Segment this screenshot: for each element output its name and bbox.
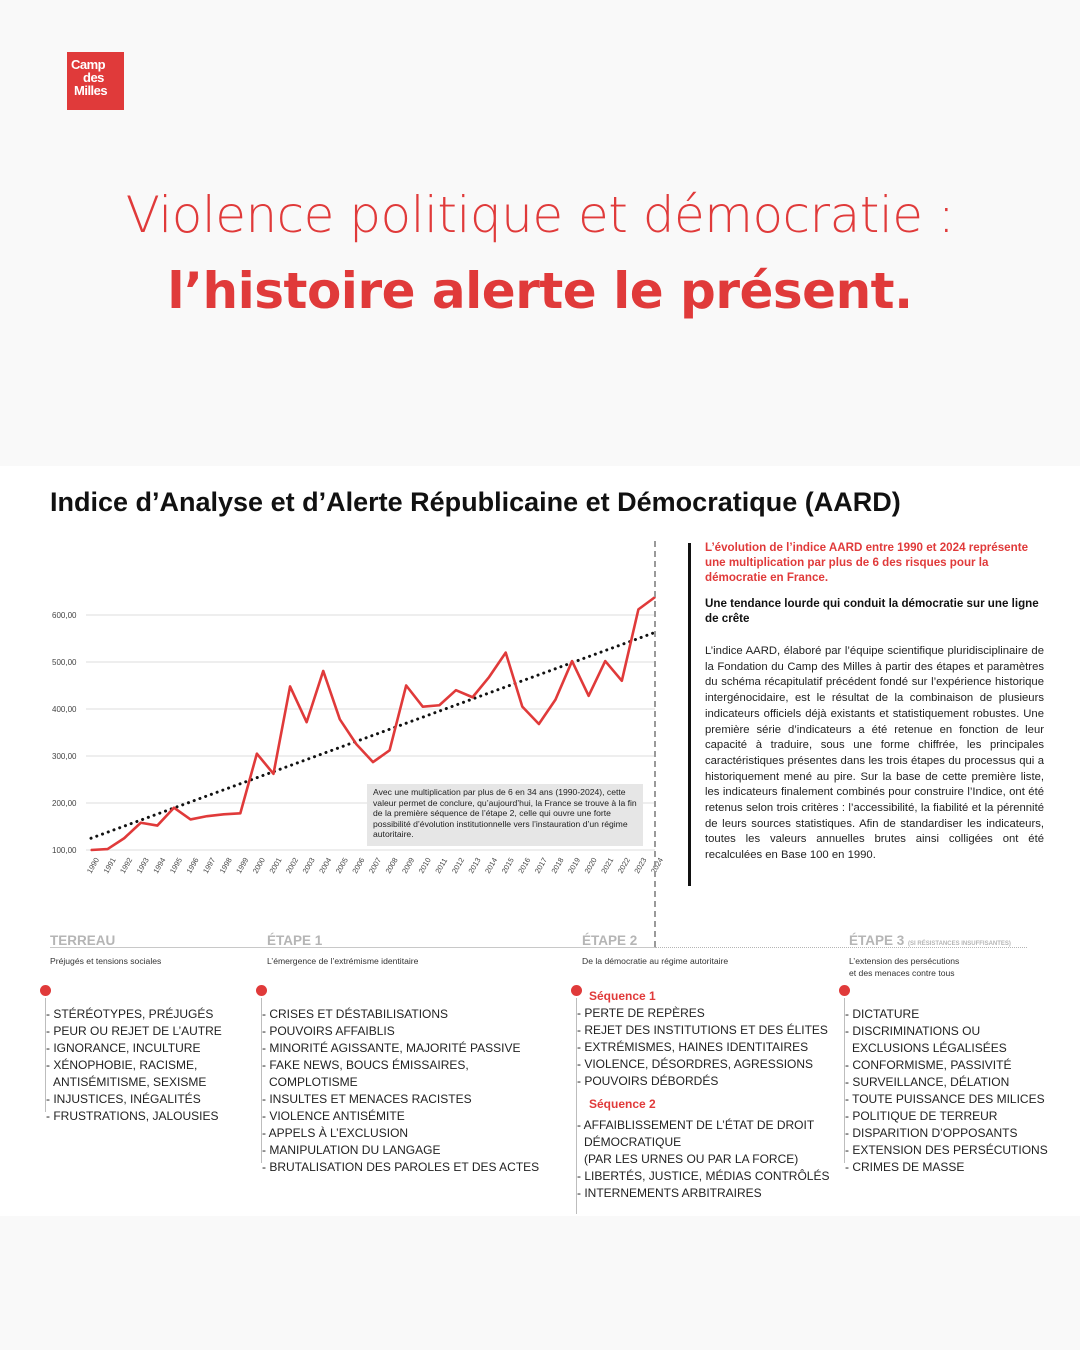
stage-etape-2 [582,933,728,967]
etape3-list [845,985,1048,1176]
y-tick-label: 600,00 [52,611,77,620]
x-tick-label: 2018 [549,856,566,875]
stage-etape-3-title-text: ÉTAPE 3 [849,933,905,948]
x-tick-label: 2000 [250,856,267,875]
list-item: - XÉNOPHOBIE, RACISME, [46,1058,198,1072]
x-tick-label: 1999 [234,856,251,875]
data-point [571,660,573,662]
data-point [157,825,159,827]
stage-terreau [50,933,161,967]
logo-line-2: des [83,70,104,85]
data-point [289,686,291,688]
y-tick-label: 200,00 [52,799,77,808]
x-tick-label: 2023 [632,856,649,875]
list-item: - MANIPULATION DU LANGAGE [262,1143,441,1157]
data-point [306,721,308,723]
sequence-1-items [577,1005,830,1090]
etape3-items [845,985,1048,1176]
x-tick-label: 2010 [416,856,433,875]
terreau-items [46,985,222,1125]
list-item: - CRISES ET DÉSTABILISATIONS [262,1007,449,1021]
data-point [538,723,540,725]
x-tick-label: 1992 [118,856,135,875]
x-tick-label: 2009 [400,856,417,875]
list-item: - PERTE DE REPÈRES [577,1006,705,1020]
x-tick-label: 2004 [317,856,334,875]
etape1-list [262,985,539,1176]
stage-etape-2-title: ÉTAPE 2 [582,933,638,948]
list-item: - LIBERTÉS, JUSTICE, MÉDIAS CONTRÔLÉS [577,1169,830,1183]
x-tick-label: 2005 [333,856,350,875]
data-point [488,676,490,678]
data-point [389,750,391,752]
x-tick-label: 2020 [582,856,599,875]
side-body: L’indice AARD, élaboré par l’équipe scientifique pluridisciplinaire de la Fondation du Camp des Milles à partir des étapes et paramètres du schéma récapitulatif précédent fondé sur l’expérience historique intergénocidaire, est le résultat de la combinaison de plusieurs indicateurs officiels déjà existants et statistiquement robustes. Une première série d’indicateurs a été retenue en fonction de leur capacité à traduire, sous une forme chiffrée, les principales caractéristiques présentes dans les trois étapes du processus qui a historiquement mené au pire. Sur la base de cette première liste, les indicateurs finalement combinés pour construire l’Indice, ont été retenus selon trois critères : l’accessibilité, la fiabilité et la pérennité de leurs sources statistiques. Afin de standardiser les indicateurs, toutes les valeurs annuelles brutes ainsi colligées ont été recalculées en Base 100 en 1990. [705,645,1044,862]
stage-etape-3-desc-2: et des menaces contre tous [849,968,955,978]
list-item: - APPELS À L’EXCLUSION [262,1126,409,1140]
logo-line-1: Camp [71,57,106,72]
timeline-dot [839,985,850,996]
stage-etape-3-desc-1: L’extension des persécutions [849,956,960,966]
data-point [273,773,275,775]
x-tick-label: 2019 [565,856,583,875]
data-point [90,849,92,851]
stage-etape-1-title: ÉTAPE 1 [267,933,323,948]
list-item: - MINORITÉ AGISSANTE, MAJORITÉ PASSIVE [262,1041,521,1055]
list-item: - FAKE NEWS, BOUCS ÉMISSAIRES, [262,1058,469,1072]
data-point [604,660,606,662]
x-tick-label: 1993 [134,856,151,875]
list-item: DÉMOCRATIQUE [584,1135,682,1149]
x-tick-label: 2024 [648,856,666,875]
y-tick-label: 100,00 [52,846,77,855]
data-point [356,743,358,745]
side-text [705,540,1044,864]
data-point [638,609,640,611]
sequence-2-block [577,1096,830,1113]
list-item: - DISCRIMINATIONS OU [845,1024,981,1038]
timeline-rule [261,998,262,1163]
terreau-list [46,985,222,1125]
stage-etape-2-desc: De la démocratie au régime autoritaire [582,956,729,966]
sequence-2-title: Séquence 2 [589,1097,656,1111]
timeline-dot [40,985,51,996]
data-point [256,753,258,755]
data-point [521,706,523,708]
data-point [239,813,241,815]
y-tick-label: 300,00 [52,752,77,761]
y-tick-label: 500,00 [52,658,77,667]
stage-etape-3 [849,933,1011,979]
x-tick-label: 2015 [499,856,516,875]
list-item: COMPLOTISME [269,1075,358,1089]
chart-title: Indice d’Analyse et d’Alerte Républicaine et Démocratique (AARD) [50,487,901,517]
x-tick-label: 2013 [466,856,483,875]
x-tick-label: 1995 [167,856,185,875]
x-tick-label: 1991 [101,856,118,875]
x-tick-label: 1996 [184,856,201,875]
stage-etape-3-note: (SI RÉSISTANCES INSUFFISANTES) [908,941,1011,947]
data-point [173,807,175,809]
x-tick-label: 1998 [217,856,234,875]
list-item: EXCLUSIONS LÉGALISÉES [852,1041,1007,1055]
camp-des-milles-logo [67,52,124,110]
stage-terreau-desc: Préjugés et tensions sociales [50,956,162,966]
x-tick-label: 2022 [615,856,632,875]
stage-etape-1 [267,933,418,967]
list-item: - VIOLENCE, DÉSORDRES, AGRESSIONS [577,1057,814,1071]
data-point [190,819,192,821]
data-point [455,689,457,691]
list-item: - VIOLENCE ANTISÉMITE [262,1109,405,1123]
list-item: - EXTRÉMISMES, HAINES IDENTITAIRES [577,1040,809,1054]
stage-etape-3-desc [849,955,1011,979]
x-tick-label: 2008 [383,856,400,875]
list-item: - DISPARITION D’OPPOSANTS [845,1126,1018,1140]
list-item: - IGNORANCE, INCULTURE [46,1041,201,1055]
sequence-1-title: Séquence 1 [589,989,656,1003]
data-point [405,685,407,687]
x-tick-label: 2021 [599,856,616,875]
timeline-rule [844,998,845,1163]
data-point [422,706,424,708]
x-tick-label: 2016 [516,856,533,875]
data-point [322,670,324,672]
list-item: - INSULTES ET MENACES RACISTES [262,1092,472,1106]
data-point [588,695,590,697]
x-tick-label: 2017 [532,856,549,875]
x-tick-label: 1997 [201,856,218,875]
x-tick-label: 2003 [300,856,317,875]
list-item: - SURVEILLANCE, DÉLATION [845,1075,1010,1089]
y-tick-label: 400,00 [52,705,77,714]
timeline-rule [576,998,577,1214]
data-point [505,652,507,654]
data-point [123,837,125,839]
x-tick-label: 2002 [283,856,301,875]
data-point [372,761,374,763]
side-text-bar [688,543,691,886]
y-axis-ticks [52,611,77,855]
page-title-line-2: l’histoire alerte le présent. [167,262,913,320]
sequence-2-items [577,1113,830,1202]
stage-terreau-title: TERREAU [50,933,116,948]
x-tick-label: 2012 [449,856,467,875]
page-title-line-1: Violence politique et démocratie : [125,186,955,244]
timeline-dot [256,985,267,996]
data-point [472,696,474,698]
list-item: - CRIMES DE MASSE [845,1160,965,1174]
list-item: - REJET DES INSTITUTIONS ET DES ÉLITES [577,1023,828,1037]
data-point [339,719,341,721]
logo-line-3: Milles [74,83,108,98]
list-item: - INTERNEMENTS ARBITRAIRES [577,1186,762,1200]
list-item: - TOUTE PUISSANCE DES MILICES [845,1092,1045,1106]
x-axis-ticks [85,856,665,875]
data-point [140,822,142,824]
list-item: - STÉRÉOTYPES, PRÉJUGÉS [46,1007,214,1021]
x-tick-label: 2001 [267,856,284,875]
data-point [223,813,225,815]
chart-annotation: Avec une multiplication par plus de 6 en 34 ans (1990-2024), cette valeur permet de conclure, qu’aujourd’hui, la France se trouve à la fin de la première séquence de l’étape 2, celle qui ouvre une forte possibilité d’évolution institutionnelle vers l’instauration d’un régime autoritaire. [367,784,643,846]
x-tick-label: 1994 [151,856,168,875]
timeline-dot [571,985,582,996]
x-tick-label: 2006 [350,856,367,875]
list-item: (PAR LES URNES OU PAR LA FORCE) [584,1152,799,1166]
list-item: - BRUTALISATION DES PAROLES ET DES ACTES [262,1160,540,1174]
etape2-items [577,985,830,1005]
x-tick-label: 2011 [433,856,450,875]
list-item: - FRUSTRATIONS, JALOUSIES [46,1109,219,1123]
list-item: - AFFAIBLISSEMENT DE L’ÉTAT DE DROIT [577,1118,815,1132]
list-item: - POUVOIRS DÉBORDÉS [577,1074,719,1088]
etape2-list [577,985,830,1202]
data-point [555,699,557,701]
x-tick-label: 1990 [84,856,102,875]
x-tick-label: 2007 [366,856,384,875]
list-item: - CONFORMISME, PASSIVITÉ [845,1058,1012,1072]
list-item: - EXTENSION DES PERSÉCUTIONS [845,1143,1048,1157]
x-tick-label: 2014 [483,856,500,875]
list-item: - INJUSTICES, INÉGALITÉS [46,1092,201,1106]
list-item: - POUVOIRS AFFAIBLIS [262,1024,395,1038]
list-item: - POLITIQUE DE TERREUR [845,1109,998,1123]
side-subhead: Une tendance lourde qui conduit la démocratie sur une ligne de crête [705,597,1039,625]
list-item: - PEUR OU REJET DE L’AUTRE [46,1024,222,1038]
etape1-items [262,985,539,1176]
stage-etape-3-title [849,933,1011,948]
stage-etape-1-desc: L’émergence de l’extrémisme identitaire [267,956,419,966]
data-point [206,815,208,817]
list-item: ANTISÉMITISME, SEXISME [53,1075,207,1089]
stage-2-divider [654,541,656,947]
data-point [107,848,109,850]
timeline-rule [45,998,46,1112]
data-point [439,704,441,706]
list-item: - DICTATURE [845,1007,920,1021]
data-point [621,680,623,682]
side-headline: L’évolution de l’indice AARD entre 1990 et 2024 représente une multiplication par plus de 6 des risques pour la démocratie en France. [705,541,1029,584]
